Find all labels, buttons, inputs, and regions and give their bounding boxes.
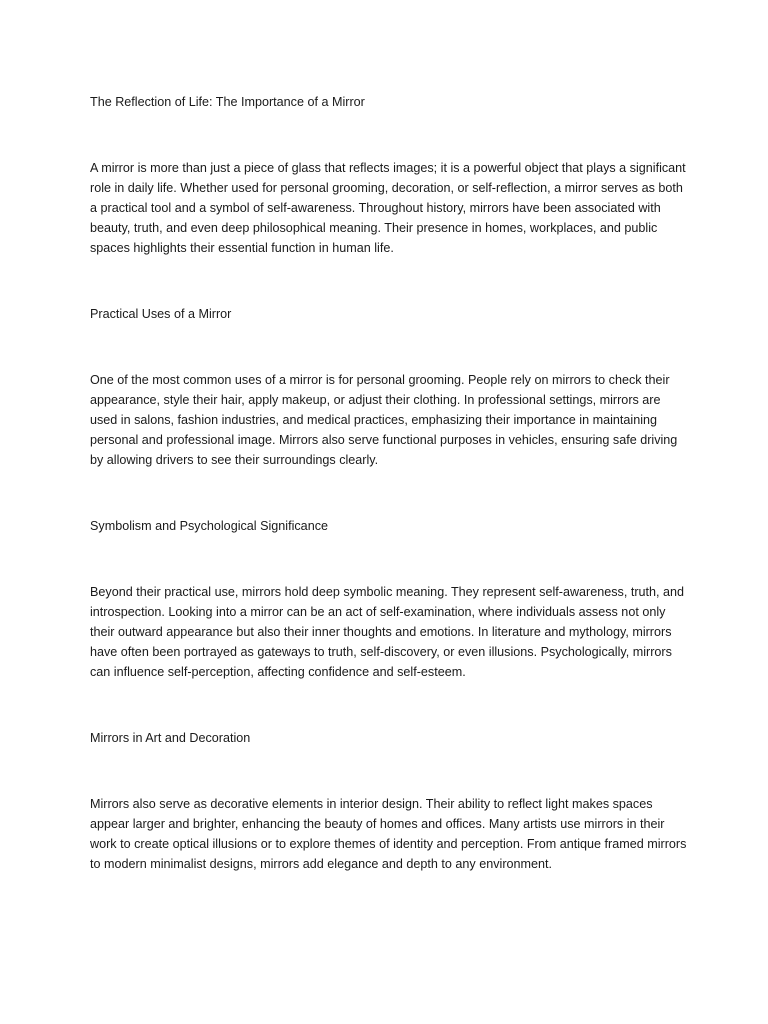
intro-paragraph: A mirror is more than just a piece of glass that reflects images; it is a powerful object that plays a significant role in daily life. Whether used for personal grooming, decoration, or self-reflection, a mirror serves as both a practical tool and a symbol of self-awareness. Throughout history, mirrors have been associated with beauty, truth, and even deep philosophical meaning. Their presence in homes, workplaces, and public spaces highlights their essential function in human life. xyxy=(90,161,686,255)
document-page xyxy=(90,92,690,874)
section-heading-art-decoration: Mirrors in Art and Decoration xyxy=(90,731,251,745)
section-body-art-decoration: Mirrors also serve as decorative elements in interior design. Their ability to reflect light makes spaces appear larger and brighter, enhancing the beauty of homes and offices. Many artists use mirrors in their work to create optical illusions or to explore themes of identity and perception. From antique framed mirrors to modern minimalist designs, mirrors add elegance and depth to any environment. xyxy=(90,797,687,871)
document-title: The Reflection of Life: The Importance of a Mirror xyxy=(90,95,365,109)
section-body-practical-uses: One of the most common uses of a mirror is for personal grooming. People rely on mirrors to check their appearance, style their hair, apply makeup, or adjust their clothing. In professional settings, mirrors are used in salons, fashion industries, and medical practices, emphasizing their importance in maintaining personal and professional image. Mirrors also serve functional purposes in vehicles, ensuring safe driving by allowing drivers to see their surroundings clearly. xyxy=(90,373,678,467)
section-heading-symbolism: Symbolism and Psychological Significance xyxy=(90,519,328,533)
section-heading-practical-uses: Practical Uses of a Mirror xyxy=(90,307,232,321)
section-body-symbolism: Beyond their practical use, mirrors hold deep symbolic meaning. They represent self-awareness, truth, and introspection. Looking into a mirror can be an act of self-examination, where individuals assess not only their outward appearance but also their inner thoughts and emotions. In literature and mythology, mirrors have often been portrayed as gateways to truth, self-discovery, or even illusions. Psychologically, mirrors can influence self-perception, affecting confidence and self-esteem. xyxy=(90,585,685,679)
